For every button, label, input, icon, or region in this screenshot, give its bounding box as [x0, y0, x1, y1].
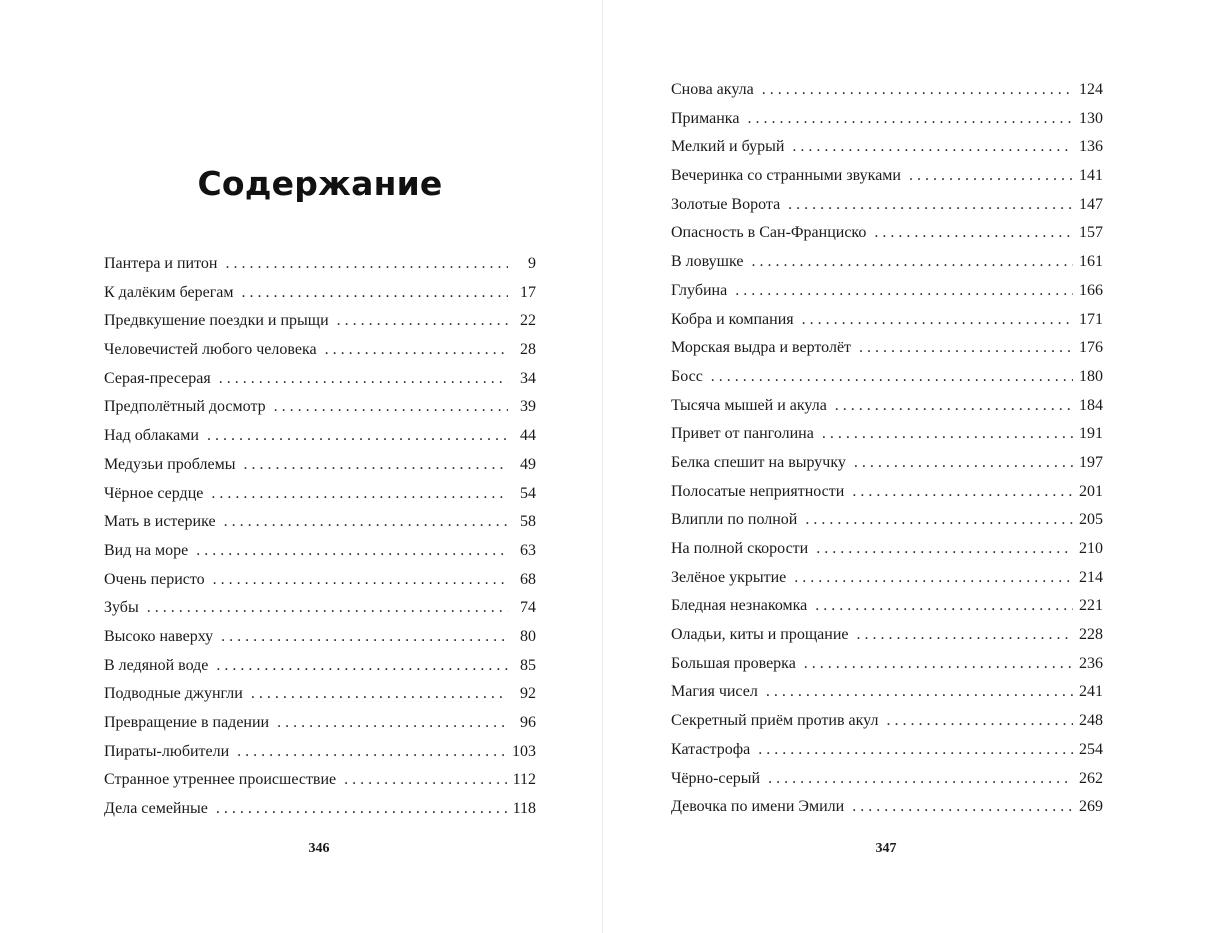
- toc-dot-leader: [874, 219, 1073, 248]
- toc-entry-page: 68: [520, 570, 536, 588]
- toc-entry-page: 141: [1079, 167, 1103, 185]
- toc-entry: [671, 621, 1103, 650]
- toc-entry: [104, 422, 536, 451]
- toc-dot-leader: [804, 650, 1073, 679]
- toc-dot-leader: [909, 162, 1073, 191]
- toc-entry-page: 96: [520, 714, 536, 731]
- toc-entry: [671, 765, 1103, 794]
- toc-entry: [671, 506, 1103, 535]
- toc-entry-title: Магия чисел: [671, 683, 758, 701]
- toc-entry: [104, 652, 536, 681]
- toc-entry-page: 85: [520, 656, 536, 674]
- toc-entry: [671, 219, 1103, 248]
- toc-entry: [104, 451, 536, 480]
- toc-entry: [671, 277, 1103, 306]
- toc-dot-leader: [816, 535, 1073, 564]
- toc-entry-title: Вечеринка со странными звуками: [671, 167, 901, 185]
- toc-entry-page: 118: [512, 800, 536, 818]
- toc-entry: [104, 365, 536, 394]
- toc-dot-leader: [244, 451, 509, 480]
- toc-entry-title: Морская выдра и вертолёт: [671, 339, 852, 357]
- toc-dot-leader: [216, 795, 507, 824]
- toc-entry-title: Мелкий и бурый: [671, 138, 785, 156]
- toc-entry: [671, 133, 1103, 162]
- toc-entry-page: 184: [1079, 396, 1103, 414]
- toc-entry-page: 191: [1079, 425, 1103, 443]
- toc-entry-page: 269: [1079, 798, 1103, 816]
- toc-entry-page: 44: [520, 427, 536, 445]
- toc-entry-page: 92: [520, 685, 536, 703]
- toc-dot-leader: [735, 277, 1073, 306]
- toc-entry: [671, 736, 1103, 765]
- left-page: [0, 0, 602, 933]
- toc-entry-title: Белка спешит на выручку: [671, 453, 846, 471]
- toc-entry-title: К далёким берегам: [104, 283, 234, 301]
- toc-entry: [104, 279, 536, 308]
- toc-entry-page: 166: [1079, 281, 1103, 299]
- toc-entry-title: Пантера и питон: [104, 255, 218, 272]
- toc-entry: [671, 449, 1103, 478]
- toc-entry-page: 17: [520, 283, 536, 301]
- toc-entry-page: 63: [520, 541, 536, 559]
- toc-dot-leader: [822, 420, 1073, 449]
- toc-entry: [104, 795, 536, 824]
- toc-entry-page: 157: [1079, 224, 1103, 242]
- toc-dot-leader: [762, 76, 1073, 105]
- page-number: 346: [308, 841, 330, 856]
- toc-entry-page: 28: [520, 341, 536, 359]
- toc-list-right: [671, 76, 1103, 822]
- toc-dot-leader: [242, 279, 508, 308]
- toc-entry-page: 112: [512, 771, 536, 789]
- toc-entry-title: Оладьи, киты и прощание: [671, 626, 849, 644]
- toc-entry-page: 180: [1079, 367, 1103, 385]
- toc-entry-page: 236: [1079, 654, 1103, 672]
- toc-entry: [671, 793, 1103, 822]
- toc-entry-title: Кобра и компания: [671, 310, 794, 328]
- toc-entry-page: 22: [520, 312, 536, 330]
- toc-entry-title: Катастрофа: [671, 740, 751, 758]
- toc-entry: [671, 248, 1103, 277]
- toc-entry-page: 39: [520, 398, 536, 416]
- toc-dot-leader: [213, 566, 508, 595]
- toc-entry-title: Над облаками: [104, 427, 199, 445]
- toc-entry-title: Подводные джунгли: [104, 685, 243, 703]
- toc-entry: [104, 680, 536, 709]
- toc-entry-title: Пираты-любители: [104, 742, 230, 760]
- toc-entry-title: Бледная незнакомка: [671, 597, 808, 615]
- toc-entry-page: 176: [1079, 339, 1103, 357]
- toc-entry-page: 161: [1079, 253, 1103, 271]
- toc-dot-leader: [221, 623, 508, 652]
- toc-list-left: [104, 250, 536, 824]
- toc-dot-leader: [207, 422, 508, 451]
- toc-entry: [671, 162, 1103, 191]
- toc-entry-title: Человечистей любого человека: [104, 341, 317, 359]
- toc-entry-page: 74: [520, 599, 536, 617]
- toc-entry-page: 214: [1079, 568, 1103, 586]
- toc-entry: [104, 508, 536, 537]
- toc-entry-title: Босс: [671, 367, 703, 385]
- toc-dot-leader: [792, 133, 1073, 162]
- toc-entry-title: Мать в истерике: [104, 513, 216, 531]
- toc-entry-page: 262: [1079, 769, 1103, 787]
- toc-dot-leader: [251, 680, 508, 709]
- toc-dot-leader: [711, 363, 1073, 392]
- toc-entry-page: 9: [528, 255, 536, 272]
- toc-entry-title: Снова акула: [671, 81, 754, 98]
- toc-entry: [104, 393, 536, 422]
- toc-entry: [671, 363, 1103, 392]
- toc-dot-leader: [325, 336, 508, 365]
- toc-dot-leader: [859, 334, 1073, 363]
- toc-entry: [671, 478, 1103, 507]
- toc-dot-leader: [211, 480, 508, 509]
- toc-entry-title: Чёрное сердце: [104, 484, 204, 502]
- toc-entry: [104, 766, 536, 795]
- toc-dot-leader: [751, 248, 1073, 277]
- toc-dot-leader: [344, 766, 506, 795]
- toc-entry-page: 136: [1079, 138, 1103, 156]
- toc-entry-page: 221: [1079, 597, 1103, 615]
- toc-entry-title: Тысяча мышей и акула: [671, 396, 827, 414]
- toc-entry-page: 147: [1079, 195, 1103, 213]
- toc-entry-title: Влипли по полной: [671, 511, 798, 529]
- toc-entry: [104, 709, 536, 738]
- toc-dot-leader: [147, 594, 508, 623]
- toc-dot-leader: [219, 365, 508, 394]
- toc-entry-title: Превращение в падении: [104, 714, 270, 731]
- toc-entry-page: 124: [1079, 81, 1103, 98]
- toc-entry: [671, 420, 1103, 449]
- toc-entry: [104, 566, 536, 595]
- toc-entry: [671, 306, 1103, 335]
- toc-entry: [104, 623, 536, 652]
- toc-entry-title: Зелёное укрытие: [671, 568, 787, 586]
- toc-dot-leader: [886, 707, 1073, 736]
- toc-entry-title: Странное утреннее происшествие: [104, 771, 337, 789]
- right-page: [603, 0, 1206, 933]
- toc-entry-page: 197: [1079, 453, 1103, 471]
- toc-entry: [671, 191, 1103, 220]
- toc-entry-title: Медузьи проблемы: [104, 455, 236, 473]
- toc-entry-title: Чёрно-серый: [671, 769, 761, 787]
- toc-entry-page: 241: [1079, 683, 1103, 701]
- toc-entry: [671, 707, 1103, 736]
- toc-entry: [671, 334, 1103, 363]
- toc-entry-page: 248: [1079, 712, 1103, 730]
- toc-entry: [104, 307, 536, 336]
- toc-entry-page: 130: [1079, 109, 1103, 127]
- toc-entry: [671, 564, 1103, 593]
- toc-entry: [104, 250, 536, 279]
- toc-entry: [671, 650, 1103, 679]
- toc-entry-title: Зубы: [104, 599, 139, 617]
- toc-dot-leader: [196, 537, 508, 566]
- toc-entry: [671, 535, 1103, 564]
- toc-entry-title: Большая проверка: [671, 654, 796, 672]
- toc-entry-page: 201: [1079, 482, 1103, 500]
- toc-entry-page: 228: [1079, 626, 1103, 644]
- page-title: Содержание: [197, 164, 443, 203]
- toc-dot-leader: [794, 564, 1073, 593]
- toc-dot-leader: [802, 306, 1073, 335]
- toc-entry-page: 254: [1079, 740, 1103, 758]
- toc-entry-page: 49: [520, 455, 536, 473]
- toc-entry-page: 103: [512, 742, 536, 760]
- toc-entry-page: 58: [520, 513, 536, 531]
- toc-entry-title: Полосатые неприятности: [671, 482, 845, 500]
- toc-entry-title: Предвкушение поездки и прыщи: [104, 312, 329, 330]
- toc-entry: [104, 336, 536, 365]
- toc-entry-page: 210: [1079, 540, 1103, 557]
- toc-entry-page: 34: [520, 369, 536, 387]
- toc-entry-title: Глубина: [671, 281, 728, 299]
- toc-dot-leader: [337, 307, 508, 336]
- toc-dot-leader: [277, 709, 508, 738]
- toc-dot-leader: [857, 621, 1074, 650]
- toc-dot-leader: [225, 250, 508, 279]
- toc-entry-title: Золотые Ворота: [671, 195, 781, 213]
- toc-dot-leader: [237, 738, 506, 767]
- toc-entry-title: Серая-пресерая: [104, 369, 211, 387]
- toc-entry-title: Приманка: [671, 109, 740, 127]
- toc-entry-title: Очень перисто: [104, 570, 205, 588]
- toc-entry-title: Вид на море: [104, 541, 189, 559]
- toc-dot-leader: [768, 765, 1073, 794]
- toc-entry: [671, 105, 1103, 134]
- toc-entry-title: Привет от панголина: [671, 425, 814, 443]
- toc-entry-title: В ловушке: [671, 253, 744, 271]
- toc-dot-leader: [747, 105, 1073, 134]
- toc-entry-title: В ледяной воде: [104, 656, 209, 674]
- toc-entry-title: На полной скорости: [671, 540, 809, 557]
- toc-dot-leader: [274, 393, 508, 422]
- toc-entry-title: Высоко наверху: [104, 627, 214, 645]
- toc-dot-leader: [216, 652, 508, 681]
- toc-entry: [671, 392, 1103, 421]
- toc-dot-leader: [835, 392, 1073, 421]
- toc-entry: [104, 480, 536, 509]
- toc-entry-title: Опасность в Сан-Франциско: [671, 224, 867, 242]
- toc-entry: [104, 738, 536, 767]
- toc-entry: [104, 537, 536, 566]
- toc-entry: [104, 594, 536, 623]
- toc-dot-leader: [852, 793, 1073, 822]
- toc-entry: [671, 592, 1103, 621]
- toc-dot-leader: [788, 191, 1073, 220]
- toc-entry: [671, 678, 1103, 707]
- toc-dot-leader: [758, 736, 1073, 765]
- page-number: 347: [875, 841, 897, 856]
- toc-entry-page: 54: [520, 484, 536, 502]
- toc-entry-title: Секретный приём против акул: [671, 712, 879, 730]
- toc-entry-page: 171: [1079, 310, 1103, 328]
- toc-entry-title: Предполётный досмотр: [104, 398, 266, 416]
- toc-dot-leader: [805, 506, 1073, 535]
- toc-dot-leader: [766, 678, 1073, 707]
- toc-entry-title: Дела семейные: [104, 800, 208, 818]
- toc-entry: [671, 76, 1103, 105]
- toc-dot-leader: [854, 449, 1073, 478]
- toc-entry-page: 80: [520, 627, 536, 645]
- toc-dot-leader: [852, 478, 1073, 507]
- toc-entry-page: 205: [1079, 511, 1103, 529]
- toc-dot-leader: [224, 508, 508, 537]
- toc-entry-title: Девочка по имени Эмили: [671, 798, 845, 816]
- toc-dot-leader: [815, 592, 1073, 621]
